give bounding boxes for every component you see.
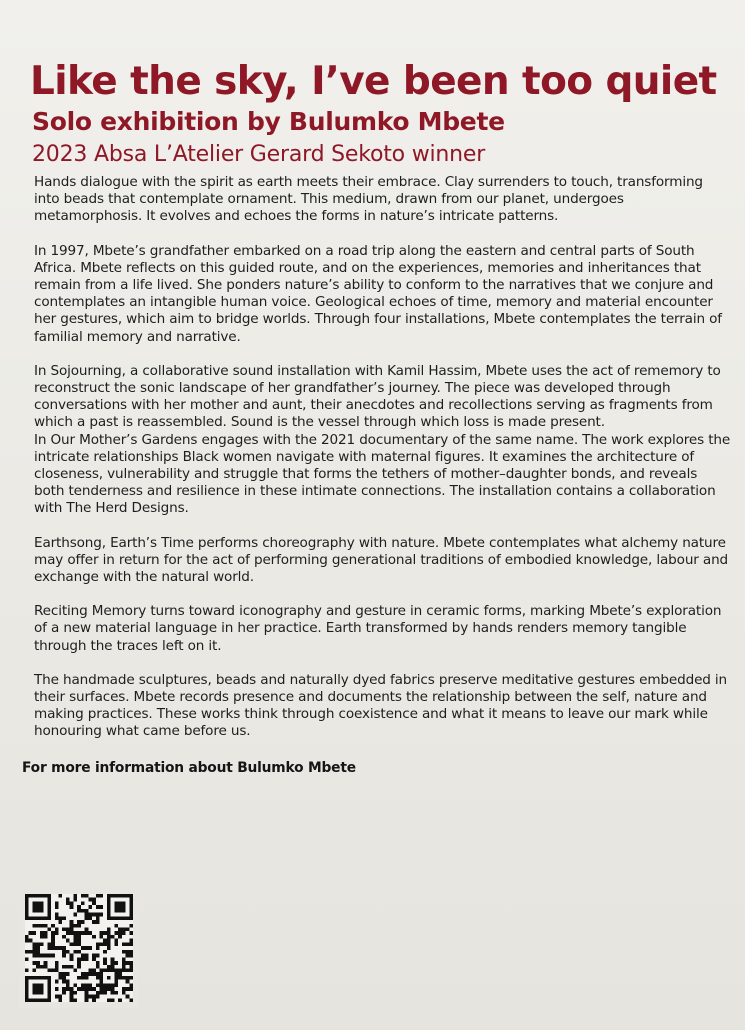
paragraph-reciting-memory: Reciting Memory turns toward iconography and gesture in ceramic forms, marking Mbete’s exploration of a new material language in her practice. Earth transformed by hands renders memory tangible through the traces left on it. xyxy=(34,603,722,654)
paragraph-sojourning: In Sojourning, a collaborative sound installation with Kamil Hassim, Mbete uses the act of rememory to reconstruct the sonic landscape of her grandfather’s journey. The piece was developed through conversations with her mother and aunt, their anecdotes and recollections serving as fragments from which a past is reassembled. Sound is the vessel through which loss is made present. xyxy=(34,362,721,431)
qr-code[interactable] xyxy=(19,888,139,1008)
award-line: 2023 Absa L’Atelier Gerard Sekoto winner xyxy=(32,142,486,167)
more-info-label: For more information about Bulumko Mbete xyxy=(22,759,356,776)
paragraph-earthsong: Earthsong, Earth’s Time performs choreography with nature. Mbete contemplates what alchemy nature may offer in return for the act of performing generational traditions of embodied knowledge, labour and exchange with the natural world. xyxy=(34,534,729,586)
paragraph-intro: Hands dialogue with the spirit as earth meets their embrace. Clay surrenders to touch, transforming into beads that contemplate ornament. This medium, drawn from our planet, undergoes metamorphosis. It evolves and echoes the forms in nature’s intricate patterns. xyxy=(34,174,703,225)
exhibition-subtitle: Solo exhibition by Bulumko Mbete xyxy=(32,107,505,136)
exhibition-title: Like the sky, I’ve been too quiet xyxy=(30,59,717,104)
paragraph-mothers-gardens: In Our Mother’s Gardens engages with the 2021 documentary of the same name. The work explores the intricate relationships Black women navigate with maternal figures. It examines the architecture of closeness, vulnerability and struggle that forms the tethers of mother–daughter bonds, and reveals both tenderness and resilience in these intimate connections. The installation contains a collaboration with The Herd Designs. xyxy=(34,431,731,517)
paragraph-road-trip: In 1997, Mbete’s grandfather embarked on a road trip along the eastern and central parts of South Africa. Mbete reflects on this guided route, and on the experiences, memories and inheritances that remain from a life lived. She ponders nature’s ability to conform to the narratives that we conjure and contemplates an intangible human voice. Geological echoes of time, memory and material encounter her gestures, which aim to bridge worlds. Through four installations, Mbete contemplates the terrain of familial memory and narrative. xyxy=(34,242,722,345)
qr-code-icon xyxy=(25,894,133,1002)
paragraph-handmade-sculptures: The handmade sculptures, beads and naturally dyed fabrics preserve meditative gestures embedded in their surfaces. Mbete records presence and documents the relationship between the self, nature and making practices. These works think through coexistence and what it means to leave our mark while honouring what came before us. xyxy=(34,671,728,740)
